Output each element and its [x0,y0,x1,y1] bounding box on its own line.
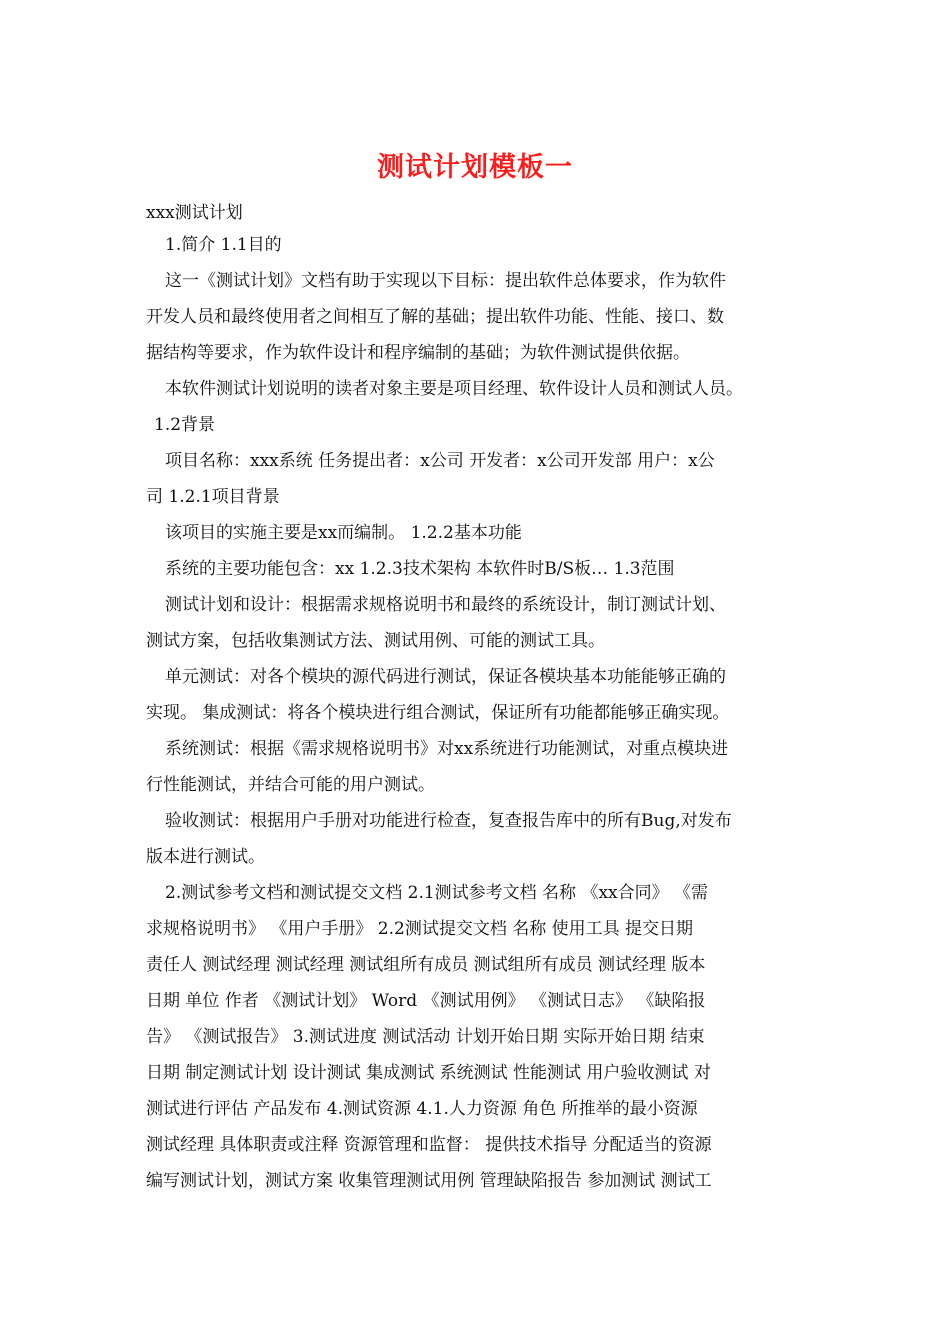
text-line: 系统的主要功能包含：xx 1.2.3技术架构 本软件时B/S板… 1.3范围 [165,559,675,579]
text-line: 测试进行评估 产品发布 4.测试资源 4.1.人力资源 角色 所推举的最小资源 [146,1099,698,1119]
text-line: 行性能测试，并结合可能的用户测试。 [146,775,435,795]
text-line: 1.2背景 [154,415,216,435]
text-line: 测试计划和设计：根据需求规格说明书和最终的系统设计，制订测试计划、 [165,595,726,615]
text-line: 该项目的实施主要是xx而编制。 1.2.2基本功能 [165,523,522,543]
text-line: 测试方案，包括收集测试方法、测试用例、可能的测试工具。 [146,631,605,651]
text-line: 实现。 集成测试：将各个模块进行组合测试，保证所有功能都能够正确实现。 [146,703,730,723]
text-line: 这一《测试计划》文档有助于实现以下目标：提出软件总体要求，作为软件 [165,271,726,291]
text-line: 编写测试计划，测试方案 收集管理测试用例 管理缺陷报告 参加测试 测试工 [146,1171,712,1191]
text-line: 1.简介 1.1目的 [165,235,282,255]
text-line: 日期 单位 作者 《测试计划》 Word 《测试用例》 《测试日志》 《缺陷报 [146,991,706,1011]
text-line: 测试经理 具体职责或注释 资源管理和监督： 提供技术指导 分配适当的资源 [146,1135,712,1155]
document-body [146,200,816,1199]
text-line: 司 1.2.1项目背景 [146,487,280,507]
text-line: 验收测试：根据用户手册对功能进行检查，复查报告库中的所有Bug,对发布 [165,811,732,831]
text-line: 据结构等要求，作为软件设计和程序编制的基础；为软件测试提供依据。 [146,343,690,363]
text-line: 责任人 测试经理 测试经理 测试组所有成员 测试组所有成员 测试经理 版本 [146,955,706,975]
text-line: 开发人员和最终使用者之间相互了解的基础；提出软件功能、性能、接口、数 [146,307,724,327]
text-line: 本软件测试计划说明的读者对象主要是项目经理、软件设计人员和测试人员。 [165,379,743,399]
text-line: xxx测试计划 [146,203,243,223]
text-line: 日期 制定测试计划 设计测试 集成测试 系统测试 性能测试 用户验收测试 对 [146,1063,711,1083]
text-line: 系统测试：根据《需求规格说明书》对xx系统进行功能测试，对重点模块进 [165,739,729,759]
text-line: 2.测试参考文档和测试提交文档 2.1测试参考文档 名称 《xx合同》 《需 [165,883,709,903]
text-line: 项目名称：xxx系统 任务提出者：x公司 开发者：x公司开发部 用户：x公 [165,451,715,471]
text-line: 版本进行测试。 [146,847,265,867]
text-line: 告》 《测试报告》 3.测试进度 测试活动 计划开始日期 实际开始日期 结束 [146,1027,705,1047]
text-line: 求规格说明书》 《用户手册》 2.2测试提交文档 名称 使用工具 提交日期 [146,919,694,939]
document-title: 测试计划模板一 [377,152,573,183]
text-line: 单元测试：对各个模块的源代码进行测试，保证各模块基本功能能够正确的 [165,667,726,687]
